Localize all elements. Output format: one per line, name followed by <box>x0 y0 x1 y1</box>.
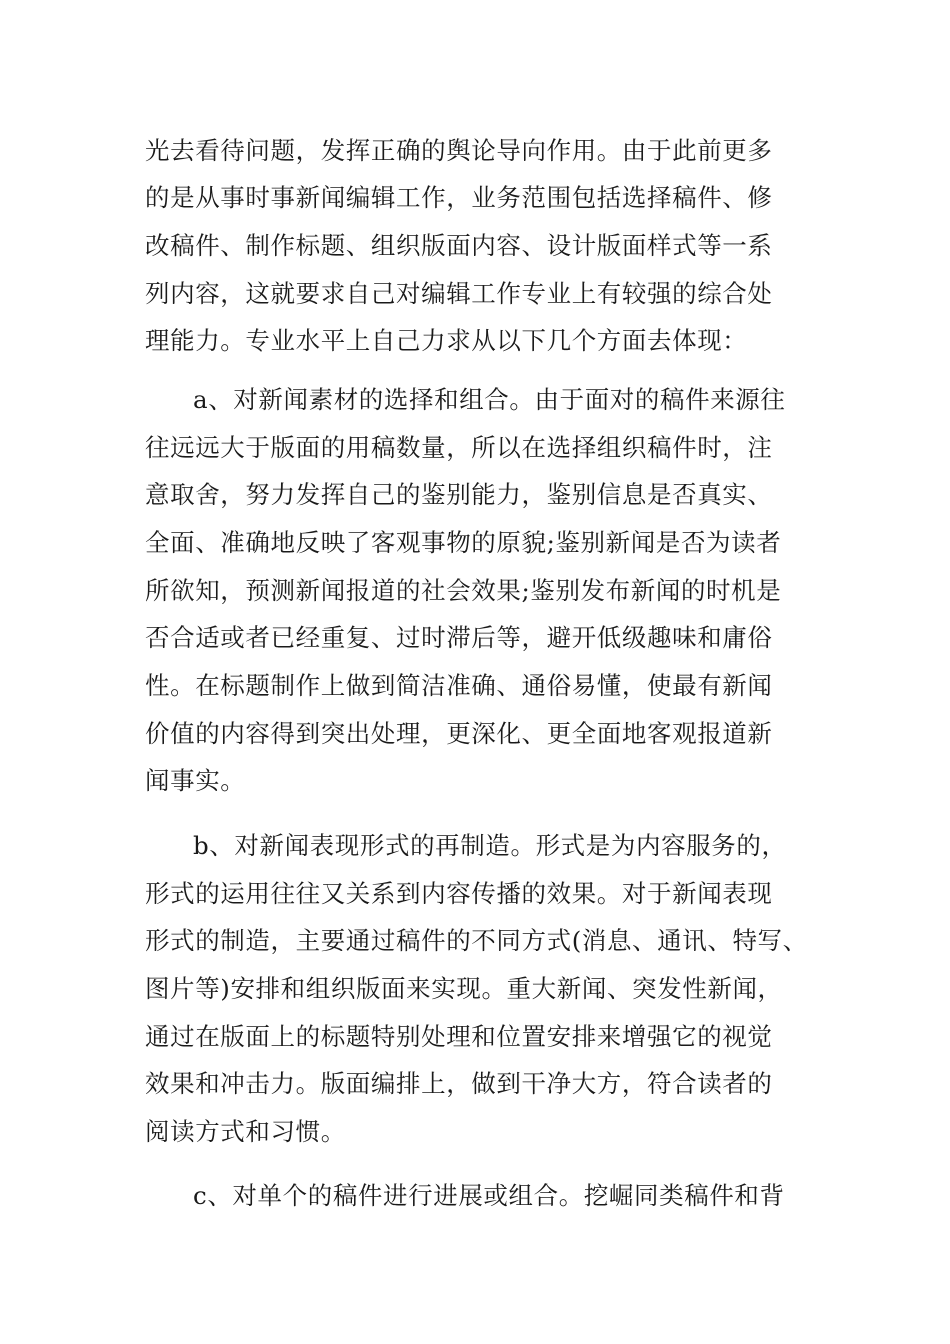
paragraph-a-line-4: 全面、准确地反映了客观事物的原貌;鉴别新闻是否为读者 <box>145 528 782 557</box>
paragraph-a-line-5: 所欲知，预测新闻报道的社会效果;鉴别发布新闻的时机是 <box>145 576 782 605</box>
paragraph-a-line-9: 闻事实。 <box>145 766 246 795</box>
text-line-4: 列内容，这就要求自己对编辑工作专业上有较强的综合处 <box>145 279 773 308</box>
paragraph-a-line-8: 价值的内容得到突出处理，更深化、更全面地客观报道新 <box>145 719 773 748</box>
paragraph-b-line-7: 阅读方式和习惯。 <box>145 1117 346 1146</box>
paragraph-b-line-6: 效果和冲击力。版面编排上，做到干净大方，符合读者的 <box>145 1069 773 1098</box>
text-line-2: 的是从事时事新闻编辑工作，业务范围包括选择稿件、修 <box>145 183 773 212</box>
paragraph-c-line-1: c、对单个的稿件进行进展或组合。挖崛同类稿件和背 <box>193 1181 785 1210</box>
paragraph-a-line-3: 意取舍，努力发挥自己的鉴别能力，鉴别信息是否真实、 <box>145 480 773 509</box>
paragraph-a-line-1: a、对新闻素材的选择和组合。由于面对的稿件来源往 <box>193 385 786 414</box>
text-line-5: 理能力。专业水平上自己力求从以下几个方面去体现： <box>145 326 748 355</box>
text-line-1: 光去看待问题，发挥正确的舆论导向作用。由于此前更多 <box>145 136 773 165</box>
text-line-3: 改稿件、制作标题、组织版面内容、设计版面样式等一系 <box>145 231 773 260</box>
paragraph-a-line-6: 否合适或者已经重复、过时滞后等，避开低级趣味和庸俗 <box>145 623 773 652</box>
paragraph-b-line-5: 通过在版面上的标题特别处理和位置安排来增强它的视觉 <box>145 1022 773 1051</box>
paragraph-b-line-2: 形式的运用往往又关系到内容传播的效果。对于新闻表现 <box>145 879 773 908</box>
paragraph-a-line-2: 往远远大于版面的用稿数量，所以在选择组织稿件时，注 <box>145 433 773 462</box>
paragraph-b-line-3: 形式的制造，主要通过稿件的不同方式(消息、通讯、特写、 <box>145 926 808 955</box>
paragraph-a-line-7: 性。在标题制作上做到简洁准确、通俗易懂，使最有新闻 <box>145 671 773 700</box>
paragraph-b-line-4: 图片等)安排和组织版面来实现。重大新闻、突发性新闻， <box>145 974 783 1003</box>
paragraph-b-line-1: b、对新闻表现形式的再制造。形式是为内容服务的， <box>193 831 787 860</box>
